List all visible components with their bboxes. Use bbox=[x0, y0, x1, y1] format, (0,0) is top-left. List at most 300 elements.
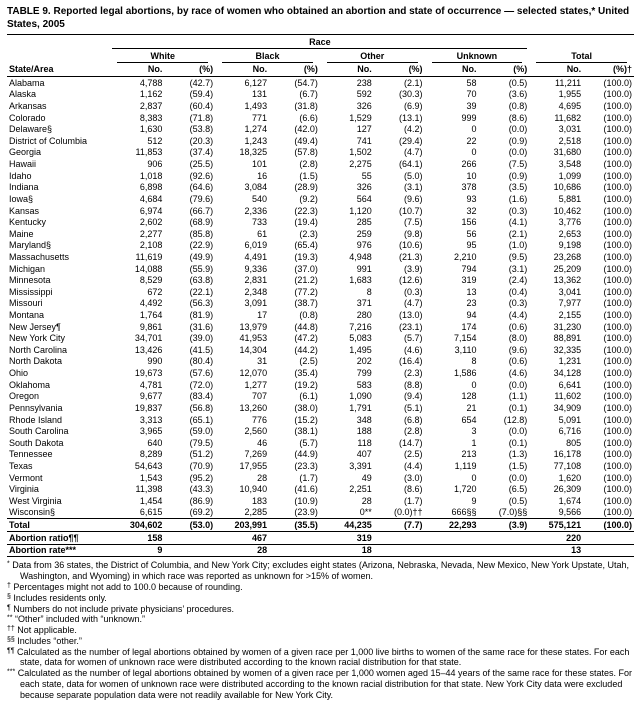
percent-cell: (100.0) bbox=[603, 240, 632, 251]
count-cell: 285 bbox=[356, 217, 372, 228]
count-cell: 906 bbox=[147, 159, 163, 170]
percent-cell: (22.1) bbox=[189, 286, 214, 297]
state-cell: Vermont bbox=[9, 472, 43, 483]
count-cell: 1,493 bbox=[244, 101, 268, 112]
percent-cell: (6.8) bbox=[404, 414, 423, 425]
count-cell: 14,088 bbox=[134, 263, 163, 274]
percent-cell bbox=[583, 532, 634, 545]
percent-cell: (10.9) bbox=[294, 495, 318, 506]
state-cell: Massachusetts bbox=[9, 251, 70, 262]
percent-cell: (0.3) bbox=[404, 286, 423, 297]
percent-cell bbox=[583, 544, 634, 557]
count-cell: 1 bbox=[471, 437, 477, 448]
percent-cell: (68.9) bbox=[189, 217, 214, 228]
count-cell: 13,979 bbox=[239, 321, 268, 332]
count-cell: 640 bbox=[147, 437, 163, 448]
percent-cell: (81.9) bbox=[189, 310, 214, 321]
percent-cell: (100.0) bbox=[603, 379, 632, 390]
state-cell: Hawaii bbox=[9, 159, 37, 170]
count-cell: 666§§ bbox=[451, 507, 477, 518]
percent-cell: (2.8) bbox=[299, 159, 318, 170]
percent-cell: (5.7) bbox=[404, 333, 423, 344]
percent-cell: (38.0) bbox=[294, 402, 318, 413]
count-cell: 5,083 bbox=[349, 333, 372, 344]
state-cell: North Dakota bbox=[9, 356, 63, 367]
count-cell: 88,891 bbox=[553, 333, 582, 344]
state-cell: Rhode Island bbox=[9, 414, 63, 425]
state-cell: Kentucky bbox=[9, 217, 47, 228]
count-cell: 407 bbox=[356, 449, 372, 460]
percent-cell: (42.7) bbox=[189, 77, 214, 88]
count-cell: 9,198 bbox=[558, 240, 582, 251]
count-cell: 3,776 bbox=[558, 217, 582, 228]
table-row bbox=[7, 426, 634, 438]
percent-cell: (59.4) bbox=[189, 89, 214, 100]
count-cell: 8,383 bbox=[139, 112, 163, 123]
footnote: ** “Other” included with “unknown.” bbox=[7, 614, 146, 625]
percent-cell: (100.0) bbox=[603, 368, 632, 379]
table-row bbox=[7, 402, 634, 414]
count-cell: 7,216 bbox=[349, 321, 372, 332]
state-cell: Wisconsin§ bbox=[9, 507, 56, 518]
footnote-marker: ¶ bbox=[7, 604, 11, 611]
count-cell: 8 bbox=[366, 286, 372, 297]
count-cell: 6,127 bbox=[244, 77, 268, 88]
state-cell: District of Columbia bbox=[9, 135, 88, 146]
count-cell: 1,502 bbox=[349, 147, 372, 158]
percent-cell: (100.0) bbox=[603, 112, 632, 123]
percent-cell: (6.5) bbox=[508, 484, 528, 495]
count-cell: 1,495 bbox=[349, 344, 372, 355]
count-cell: 10,686 bbox=[553, 182, 582, 193]
table-title: TABLE 9. Reported legal abortions, by race of women who obtained an abortion and state of occurrence — selected states,* United States, 2005 bbox=[7, 6, 630, 30]
count-cell: 131 bbox=[252, 89, 268, 100]
table-row bbox=[7, 170, 634, 182]
count-cell: 512 bbox=[147, 135, 163, 146]
percent-cell: (100.0) bbox=[603, 460, 632, 471]
count-cell: 4,948 bbox=[349, 251, 372, 262]
count-cell: 654 bbox=[461, 414, 477, 425]
percent-cell: (44.9) bbox=[294, 449, 318, 460]
count-cell: 672 bbox=[147, 286, 163, 297]
count-cell: 371 bbox=[356, 298, 372, 309]
percent-cell: (8.8) bbox=[404, 379, 423, 390]
percent-cell: (100.0) bbox=[603, 205, 632, 216]
percent-cell: (9.8) bbox=[404, 228, 423, 239]
percent-cell: (0.9) bbox=[508, 135, 528, 146]
count-cell: 0** bbox=[359, 507, 372, 518]
count-cell: 12,070 bbox=[239, 368, 268, 379]
percent-cell: (59.0) bbox=[189, 426, 214, 437]
state-cell: Alaska bbox=[9, 89, 37, 100]
percent-cell: (3.0) bbox=[404, 472, 423, 483]
percent-cell: (56.3) bbox=[189, 298, 214, 309]
percent-cell: (5.7) bbox=[299, 437, 318, 448]
percent-cell: (9.6) bbox=[508, 344, 528, 355]
count-cell: 25,209 bbox=[553, 263, 582, 274]
percent-cell: (20.3) bbox=[189, 135, 214, 146]
footnote: † Percentages might not add to 100.0 because of rounding. bbox=[7, 581, 243, 592]
count-cell: 266 bbox=[461, 159, 477, 170]
percent-cell: (2.8) bbox=[404, 426, 423, 437]
percent-cell: (100.0) bbox=[603, 402, 632, 413]
percent-cell: (57.8) bbox=[294, 147, 318, 158]
footnote-marker: †† bbox=[7, 625, 15, 633]
count-cell: 583 bbox=[356, 379, 372, 390]
state-cell: New York City bbox=[9, 333, 66, 344]
state-cell: Ohio bbox=[9, 368, 29, 379]
count-cell: 7,977 bbox=[558, 298, 582, 309]
percent-cell: (71.8) bbox=[189, 112, 214, 123]
percent-cell: (4.1) bbox=[508, 217, 528, 228]
count-cell: 771 bbox=[252, 112, 268, 123]
percent-cell: (31.8) bbox=[294, 101, 318, 112]
percent-cell: (100.0) bbox=[603, 124, 632, 135]
table-row bbox=[7, 507, 634, 519]
percent-cell: (47.2) bbox=[294, 333, 318, 344]
count-cell: 16,178 bbox=[553, 449, 582, 460]
percent-cell: (6.6) bbox=[299, 112, 318, 123]
count-cell: 213 bbox=[461, 449, 477, 460]
percent-cell: (37.0) bbox=[294, 263, 318, 274]
group-header-other: Other bbox=[320, 50, 425, 64]
footnote: ¶¶ Calculated as the number of legal abortions obtained by women of a given race per 1,000 live births to women of the same race for these states. For each state, data for women of unknown race were distributed according to the known racial distribution for that state. bbox=[7, 646, 630, 668]
percent-cell: (42.0) bbox=[294, 124, 318, 135]
percent-cell: (83.4) bbox=[189, 391, 214, 402]
col-header-no: No. bbox=[320, 63, 374, 77]
group-header-total: Total bbox=[529, 50, 634, 64]
percent-cell: (29.4) bbox=[399, 135, 423, 146]
percent-cell: (6.7) bbox=[299, 89, 318, 100]
count-cell: 5,091 bbox=[558, 414, 582, 425]
count-cell bbox=[425, 532, 479, 545]
count-cell: 0 bbox=[471, 124, 477, 135]
count-cell: 101 bbox=[252, 159, 268, 170]
percent-cell: (23.9) bbox=[294, 507, 318, 518]
percent-cell: (31.6) bbox=[189, 321, 214, 332]
count-cell: 2,560 bbox=[244, 426, 268, 437]
percent-cell: (100.0) bbox=[603, 217, 632, 228]
count-cell: 2,336 bbox=[244, 205, 268, 216]
count-cell: 4,695 bbox=[558, 101, 582, 112]
percent-cell: (0.6) bbox=[508, 356, 528, 367]
count-cell: 280 bbox=[356, 310, 372, 321]
count-cell: 34,128 bbox=[553, 368, 582, 379]
count-cell: 11,398 bbox=[135, 484, 163, 495]
count-cell: 3,091 bbox=[244, 298, 268, 309]
percent-cell: (1.5) bbox=[299, 170, 318, 181]
percent-cell: (100.0) bbox=[603, 170, 632, 181]
percent-cell: (0.1) bbox=[508, 437, 528, 448]
percent-cell: (23.1) bbox=[399, 321, 423, 332]
percent-cell: (100.0) bbox=[603, 449, 632, 460]
table-row bbox=[7, 89, 634, 101]
percent-cell: (0.4) bbox=[508, 286, 528, 297]
percent-cell: (1.7) bbox=[404, 495, 423, 506]
count-cell: 11,619 bbox=[135, 251, 163, 262]
percent-cell: (4.7) bbox=[404, 298, 423, 309]
percent-cell: (10.6) bbox=[399, 240, 423, 251]
count-cell: 9,677 bbox=[139, 391, 163, 402]
percent-cell: (43.3) bbox=[189, 484, 214, 495]
percent-cell bbox=[478, 544, 529, 557]
count-cell: 118 bbox=[357, 437, 372, 448]
count-cell: 11,211 bbox=[554, 77, 582, 88]
percent-cell: (1.7) bbox=[299, 472, 318, 483]
percent-cell: (16.4) bbox=[399, 356, 423, 367]
count-cell: 776 bbox=[252, 414, 268, 425]
count-cell: 2,285 bbox=[244, 507, 268, 518]
footnote-marker: §§ bbox=[7, 636, 15, 644]
column-header-row bbox=[7, 63, 634, 77]
percent-cell: (12.8) bbox=[503, 414, 528, 425]
count-cell: 799 bbox=[356, 368, 372, 379]
percent-cell: (100.0) bbox=[603, 251, 632, 262]
percent-cell: (12.6) bbox=[399, 275, 423, 286]
state-cell: Abortion rate*** bbox=[7, 544, 110, 557]
count-cell: 3,391 bbox=[349, 460, 372, 471]
table-row bbox=[7, 391, 634, 403]
count-cell: 8,289 bbox=[139, 449, 163, 460]
percent-cell: (4.4) bbox=[508, 310, 528, 321]
state-cell: Oregon bbox=[9, 391, 40, 402]
count-cell: 46 bbox=[257, 437, 268, 448]
percent-cell: (3.1) bbox=[404, 182, 423, 193]
percent-cell: (9.4) bbox=[404, 391, 423, 402]
state-cell: Idaho bbox=[9, 170, 32, 181]
count-cell: 3,084 bbox=[244, 182, 268, 193]
footnote: *** Calculated as the number of legal abortions obtained by women of a given race per 1,000 women aged 15–44 years of the same race for these states. For each state, data for women of unknown race were distributed according to the known racial distribution for that state. New York City data were excluded because separate population data were not readily available for New York City. bbox=[7, 668, 633, 700]
percent-cell: (21.3) bbox=[399, 251, 423, 262]
percent-cell: (100.0) bbox=[603, 275, 632, 286]
percent-cell: (2.4) bbox=[508, 275, 528, 286]
col-header-no: No. bbox=[425, 63, 479, 77]
count-cell: 741 bbox=[356, 135, 372, 146]
percent-cell: (15.2) bbox=[294, 414, 318, 425]
percent-cell: (0.5) bbox=[508, 77, 528, 88]
count-cell: 203,991 bbox=[215, 519, 269, 532]
percent-cell: (70.9) bbox=[189, 460, 214, 471]
count-cell: 2,518 bbox=[558, 135, 582, 146]
state-cell: Total bbox=[7, 519, 110, 532]
count-cell: 592 bbox=[356, 89, 372, 100]
count-cell: 1,630 bbox=[139, 124, 163, 135]
state-cell: Texas bbox=[9, 460, 33, 471]
count-cell: 1,683 bbox=[349, 275, 372, 286]
footnote: †† Not applicable. bbox=[7, 625, 77, 636]
table-row bbox=[7, 217, 634, 229]
table-row bbox=[7, 333, 634, 345]
count-cell: 13,362 bbox=[553, 275, 582, 286]
percent-cell: (4.4) bbox=[404, 460, 423, 471]
percent-cell: (19.2) bbox=[294, 379, 318, 390]
count-cell: 2,155 bbox=[558, 310, 582, 321]
count-cell: 3,965 bbox=[139, 426, 163, 437]
count-cell: 61 bbox=[257, 228, 268, 239]
col-header-pct: (%) bbox=[269, 63, 320, 77]
table-row bbox=[7, 298, 634, 310]
count-cell: 156 bbox=[461, 217, 477, 228]
percent-cell: (25.5) bbox=[189, 159, 214, 170]
percent-cell: (5.0) bbox=[404, 170, 423, 181]
percent-cell bbox=[164, 544, 215, 557]
footnote: § Includes residents only. bbox=[7, 592, 107, 603]
percent-cell: (3.9) bbox=[478, 519, 529, 532]
percent-cell: (8.6) bbox=[404, 484, 423, 495]
percent-cell: (1.0) bbox=[508, 240, 528, 251]
count-cell: 0 bbox=[471, 379, 477, 390]
percent-cell: (100.0) bbox=[603, 77, 632, 88]
count-cell: 9 bbox=[471, 495, 477, 506]
percent-cell: (1.3) bbox=[508, 449, 528, 460]
percent-cell: (14.7) bbox=[399, 437, 423, 448]
percent-cell: (9.5) bbox=[508, 251, 528, 262]
table-row bbox=[7, 251, 634, 263]
table-row bbox=[7, 205, 634, 217]
table-row bbox=[7, 368, 634, 380]
count-cell: 8 bbox=[471, 356, 477, 367]
count-cell: 31,230 bbox=[553, 321, 582, 332]
percent-cell: (100.0) bbox=[603, 437, 632, 448]
count-cell: 1,764 bbox=[139, 310, 163, 321]
table-row bbox=[7, 228, 634, 240]
percent-cell: (6.9) bbox=[404, 101, 423, 112]
percent-cell: (57.6) bbox=[189, 368, 214, 379]
percent-cell: (3.9) bbox=[404, 263, 423, 274]
count-cell: 1,543 bbox=[139, 472, 163, 483]
col-header-pct: (%) bbox=[374, 63, 425, 77]
count-cell: 95 bbox=[466, 240, 477, 251]
percent-cell: (100.0) bbox=[603, 159, 632, 170]
table-row bbox=[7, 449, 634, 461]
state-cell: Pennsylvania bbox=[9, 402, 63, 413]
percent-cell: (86.9) bbox=[189, 495, 214, 506]
table-row bbox=[7, 437, 634, 449]
percent-cell: (77.2) bbox=[294, 286, 318, 297]
count-cell: 9 bbox=[110, 544, 164, 557]
count-cell: 1,274 bbox=[244, 124, 268, 135]
percent-cell: (2.1) bbox=[508, 228, 528, 239]
count-cell: 794 bbox=[461, 263, 477, 274]
count-cell: 13 bbox=[529, 544, 583, 557]
percent-cell: (22.9) bbox=[189, 240, 214, 251]
state-cell: Montana bbox=[9, 310, 45, 321]
count-cell: 55 bbox=[361, 170, 372, 181]
percent-cell: (100.0) bbox=[603, 135, 632, 146]
count-cell: 990 bbox=[147, 356, 163, 367]
group-header-row bbox=[7, 50, 634, 64]
table-row bbox=[7, 182, 634, 194]
count-cell: 2,653 bbox=[558, 228, 582, 239]
count-cell: 1,529 bbox=[349, 112, 372, 123]
state-cell: West Virginia bbox=[9, 495, 62, 506]
percent-cell: (35.5) bbox=[269, 519, 320, 532]
percent-cell: (2.3) bbox=[299, 228, 318, 239]
col-header-no: No. bbox=[529, 63, 583, 77]
percent-cell: (100.0) bbox=[603, 391, 632, 402]
percent-cell: (100.0) bbox=[603, 344, 632, 355]
count-cell: 22,293 bbox=[425, 519, 479, 532]
count-cell: 9,566 bbox=[558, 507, 582, 518]
percent-cell: (95.2) bbox=[189, 472, 214, 483]
percent-cell: (79.5) bbox=[189, 437, 214, 448]
count-cell: 32,335 bbox=[553, 344, 582, 355]
count-cell: 9,336 bbox=[244, 263, 268, 274]
percent-cell: (60.4) bbox=[189, 101, 214, 112]
count-cell: 259 bbox=[356, 228, 372, 239]
count-cell: 976 bbox=[356, 240, 372, 251]
count-cell: 10,462 bbox=[553, 205, 582, 216]
count-cell: 93 bbox=[466, 193, 477, 204]
percent-cell: (4.7) bbox=[404, 147, 423, 158]
count-cell: 58 bbox=[466, 77, 477, 88]
percent-cell: (100.0) bbox=[603, 147, 632, 158]
footnote-marker: ¶¶ bbox=[7, 647, 15, 655]
percent-cell: (0.6) bbox=[508, 321, 528, 332]
table-row bbox=[7, 275, 634, 287]
percent-cell: (54.7) bbox=[294, 77, 318, 88]
percent-cell: (100.0) bbox=[603, 193, 632, 204]
count-cell: 1,720 bbox=[453, 484, 477, 495]
percent-cell: (0.0) bbox=[508, 147, 528, 158]
percent-cell: (44.8) bbox=[294, 321, 318, 332]
count-cell: 13,426 bbox=[134, 344, 163, 355]
footnote: ¶ Numbers do not include private physicians’ procedures. bbox=[7, 603, 235, 614]
count-cell: 326 bbox=[356, 101, 372, 112]
count-cell: 0 bbox=[471, 472, 477, 483]
col-header-pct: (%) bbox=[478, 63, 529, 77]
table-row bbox=[7, 484, 634, 496]
percent-cell: (7.5) bbox=[508, 159, 528, 170]
table-row bbox=[7, 193, 634, 205]
footnote-marker: * bbox=[7, 560, 10, 568]
percent-cell: (65.4) bbox=[294, 240, 318, 251]
percent-cell bbox=[269, 532, 320, 545]
count-cell: 202 bbox=[356, 356, 372, 367]
count-cell: 3,041 bbox=[558, 286, 582, 297]
table-row bbox=[7, 112, 634, 124]
percent-cell: (38.7) bbox=[294, 298, 318, 309]
abortion-ratio-row bbox=[7, 532, 634, 545]
table-row bbox=[7, 124, 634, 136]
count-cell: 3,031 bbox=[558, 124, 582, 135]
group-header-black: Black bbox=[215, 50, 320, 64]
percent-cell: (51.2) bbox=[189, 449, 214, 460]
state-cell: Arkansas bbox=[9, 101, 47, 112]
count-cell: 1,243 bbox=[244, 135, 268, 146]
percent-cell: (2.5) bbox=[299, 356, 318, 367]
percent-cell: (100.0) bbox=[603, 286, 632, 297]
count-cell: 0 bbox=[471, 147, 477, 158]
count-cell: 7,154 bbox=[453, 333, 477, 344]
state-cell: Iowa§ bbox=[9, 193, 34, 204]
count-cell: 805 bbox=[566, 437, 582, 448]
count-cell: 11,853 bbox=[135, 147, 163, 158]
table-row bbox=[7, 263, 634, 275]
percent-cell: (4.2) bbox=[404, 124, 423, 135]
count-cell: 13,260 bbox=[239, 402, 268, 413]
count-cell: 49 bbox=[361, 472, 372, 483]
percent-cell: (4.6) bbox=[508, 368, 528, 379]
count-cell: 707 bbox=[252, 391, 268, 402]
count-cell: 3 bbox=[471, 426, 477, 437]
count-cell: 158 bbox=[110, 532, 164, 545]
count-cell: 1,454 bbox=[139, 495, 163, 506]
percent-cell bbox=[269, 544, 320, 557]
percent-cell: (0.8) bbox=[299, 310, 318, 321]
count-cell: 1,119 bbox=[454, 460, 477, 471]
table-row bbox=[7, 344, 634, 356]
